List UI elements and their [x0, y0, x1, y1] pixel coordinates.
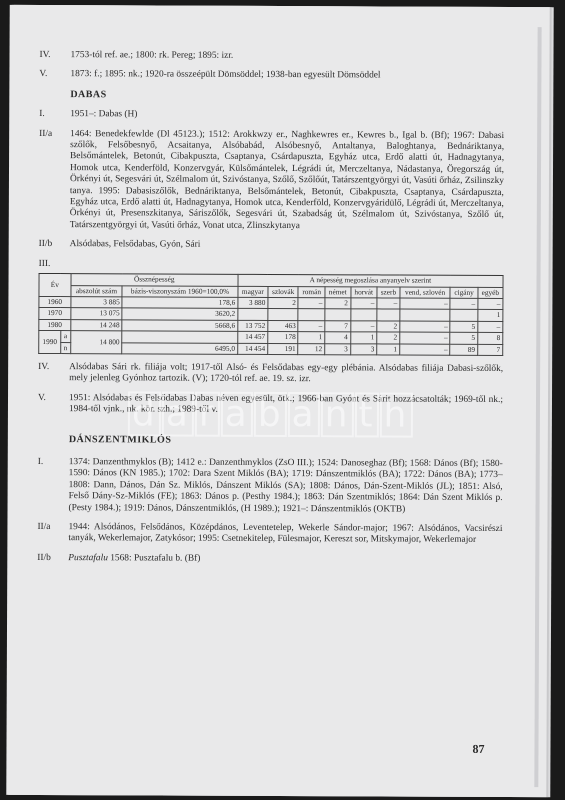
- table-cell: 14 457: [238, 331, 268, 343]
- table-label: III.: [38, 258, 51, 269]
- entry-dsz-iia: [37, 522, 502, 547]
- table-cell: 3620,2: [122, 308, 238, 320]
- table-cell: 5: [450, 332, 477, 344]
- entry-label: V.: [39, 69, 48, 80]
- table-cell: –: [450, 298, 477, 310]
- table-cell: 191: [268, 343, 299, 355]
- table-cell: –: [350, 321, 377, 333]
- section-title-danszentmiklos: DÁNSZENTMIKLÓS: [68, 433, 172, 446]
- entry-label: II/a: [37, 521, 51, 533]
- table-cell: 2: [268, 297, 299, 309]
- table-cell: 2: [377, 321, 400, 333]
- entry-text: 1873: f.; 1895: nk.; 1920-ra összeépült Dömsöddel; 1938-ban egyesült Dömsöddel: [70, 69, 381, 81]
- table-cell: 7: [325, 320, 351, 332]
- entry-dabas-i: [39, 109, 504, 122]
- entry-top-iv: [39, 50, 504, 63]
- header-lang: szlovák: [268, 286, 299, 298]
- table-cell: [377, 309, 400, 321]
- header-year: Év: [39, 274, 71, 297]
- watermark: d a r a b a n t h: [128, 393, 414, 435]
- table-cell: [400, 309, 451, 321]
- table-cell: 14 454: [238, 343, 268, 355]
- entry-text: 1753-tól ref. ae.; 1800: rk. Pereg; 1895: izr.: [70, 50, 234, 61]
- table-cell: –: [400, 332, 451, 344]
- table-cell: –: [400, 344, 451, 356]
- book-page: [6, 5, 549, 797]
- table-body: [39, 296, 503, 355]
- entry-label: IV.: [38, 361, 50, 372]
- table-cell: 5: [450, 321, 477, 333]
- table-cell: 178: [268, 332, 299, 344]
- table-cell: 463: [268, 320, 299, 332]
- table-cell: [350, 309, 377, 321]
- entry-body: 1568: Pusztafalu b. (Bf): [110, 553, 201, 564]
- entry-text: [68, 553, 502, 566]
- entry-dabas-iib: [39, 239, 504, 252]
- table-cell: 1: [298, 332, 325, 344]
- header-lang: német: [325, 286, 351, 298]
- table-cell: 13 752: [238, 320, 268, 332]
- entry-dsz-i: [38, 457, 503, 516]
- header-base-index: bázis-viszonyszám 1960=100,0%: [122, 285, 238, 297]
- header-lang: román: [298, 286, 325, 298]
- table-cell: –: [377, 298, 400, 310]
- entry-label: I.: [39, 109, 45, 120]
- table-cell: –: [298, 297, 325, 309]
- header-lang: vend, szlovén: [400, 287, 451, 299]
- table-cell: [122, 331, 238, 343]
- table-cell: 1960: [39, 296, 71, 308]
- header-lang: egyéb: [478, 287, 503, 299]
- table-cell: 1980: [39, 319, 71, 331]
- entry-text: Alsódabas, Felsődabas, Gyón, Sári: [69, 239, 201, 250]
- entry-text: 1951: Alsódabas és Felsődabas Dabas néven egyesült, ötk.; 1966-ban Gyónt és Sárit hozzácsatolták; 1969-től nk.; 1984-től vjnk., nk. kör. szh.; 1989-től v.: [68, 392, 504, 415]
- table-cell: a: [61, 331, 71, 342]
- table-cell: 3: [350, 343, 377, 355]
- page-number: 87: [472, 741, 485, 756]
- header-lang: cigány: [450, 287, 477, 299]
- table-cell: 1970: [39, 308, 71, 320]
- table-cell: 3: [325, 343, 351, 355]
- entry-text: 1944: Alsódános, Felsődános, Középdános, Leventetelep, Wekerle Sándor-major; 1967: Alsódános, Vacsirészi tanyák, Wekerlemajor, Zatykósor; 1995: Csetnekitelep, Fülesmajor, Kereszt sor, Mitskymajor, Wekerlemajor: [68, 522, 503, 546]
- section-title-dabas: DABAS: [70, 88, 107, 101]
- table-cell: –: [478, 321, 503, 333]
- entry-label: V.: [37, 392, 46, 403]
- header-lang: horvát: [350, 286, 377, 298]
- entry-dabas-iia: [39, 129, 504, 234]
- table-cell: [238, 309, 268, 321]
- entry-dsz-iib: [37, 553, 502, 566]
- header-total: Össznépesség: [71, 274, 238, 286]
- table-cell: 89: [450, 344, 477, 356]
- table-cell: 6495,0: [122, 342, 238, 354]
- table-cell: 8: [478, 332, 503, 344]
- table-cell: 14 248: [70, 319, 122, 331]
- table-cell: –: [298, 320, 325, 332]
- entry-text: 1464: Benedekfewlde (Dl 45123.); 1512: Arokkwzy er., Naghkewres er., Kewres b., Igal b. (Bf); 1967: Dabasi szőlők, Felsőbesnyő, Acsaitanya, Alsóbabád, Alsóbesnyő, Antaltanya, Baloghtanya, Bednáriktanya, Belsőmántelek, Betonút, Cibakpuszta, Csaptanya, Csárdapuszta, Egyház utca, Erdő alatti út, Hadnagytanya, Homok utca, Kenderföld, Konzervgyár, Külsőmántelek, Légrádi út, Merczeltanya, Nádastanya, Öregország út, Örkényi út, Segesvári út, Szélmalom út, Szivóstanya, Szőlő, Szőlőút, Tatárszentgyörgyi út, Vasúti őrház, Zsilinszky tanya. 1995: Dabasiszőlők, Bednáriktanya, Belsőmántelek, Betonút, Cibakpuszta, Csaptanya, Csárdapuszta, Egyház utca, Erdő alatti út, Hadnagytanya, Homok utca, Kenderföld, Konzervgyáridülő, Légrádi út, Merczeltanya, Örkényi út, Presenszkitanya, Sáriszőlők, Segesvári út, Szabadság út, Szélmalom út, Szivóstanya, Szőlő út, Tatárszentgyörgyi út, Vasúti őrház, Vonat utca, Zlinszkytanya: [69, 128, 505, 231]
- entry-dabas-iv: [38, 362, 503, 387]
- table-cell: 3 880: [238, 297, 268, 309]
- population-table: [38, 273, 503, 356]
- table-cell: 1990: [39, 331, 61, 354]
- entry-label: II/a: [39, 128, 53, 139]
- table-cell: [450, 310, 477, 322]
- table-row: [39, 331, 503, 344]
- entry-text: 1951–: Dabas (H): [70, 109, 138, 120]
- entry-top-v: [39, 69, 504, 82]
- entry-prefix: Pusztafalu: [68, 552, 108, 564]
- table-cell: 178,6: [122, 297, 238, 309]
- table-cell: 1: [478, 310, 503, 322]
- table-cell: 3 885: [71, 297, 123, 309]
- header-absolute: abszolút szám: [71, 285, 123, 297]
- table-cell: n: [61, 342, 71, 353]
- entry-dabas-v: [38, 393, 503, 418]
- table-cell: 2: [377, 332, 400, 344]
- table-cell: –: [350, 298, 377, 310]
- header-lang: magyar: [238, 286, 268, 298]
- header-lang: szerb: [377, 286, 400, 298]
- table-cell: 4: [325, 332, 351, 344]
- entry-label: I.: [37, 456, 44, 467]
- table-cell: 12: [298, 343, 325, 355]
- header-language: A népesség megoszlása anyanyelv szerint: [238, 274, 503, 287]
- table-cell: 7: [477, 344, 502, 356]
- entry-label: II/b: [37, 552, 51, 563]
- table-cell: –: [478, 298, 503, 310]
- entry-text: 1374: Danzenthmyklos (B); 1412 e.: Danzenthmyklos (ZsO III.); 1524: Danoseghaz (Bf); 1568: Dános (Bf); 1580-1590: Dános (KN 1985.); 1702: Dara Szent Miklós (BA); 1719: Dánszentmiklós (BA); 1722: Dános (BA); 1773–1808: Dann, Dános, Dán Sz. Miklós, Dánszent Miklós (SA); 1808: Dános, Dán-Szent-Miklós (JL); 1851: Alsó, Felső Dány-Sz-Miklós (FE); 1863: Dános p. (Pesthy 1984.); 1863: Dán Szentmiklós; 1864: Dán Szent Miklós p. (Pesty 1984.); 1919: Dános, Dánszentmiklós, (H 1989.); 1921–: Dánszentmiklós (OKTB): [68, 457, 503, 515]
- table-cell: –: [400, 298, 451, 310]
- table-cell: [298, 309, 325, 321]
- table-cell: 14 800: [70, 331, 122, 354]
- entry-text: Alsódabas Sári rk. filiája volt; 1917-től Alsó- és Felsődabas egy-egy plébánia. Alsódabas filiája Dabasi-szőlők, mely jelenleg Gyónhoz tartozik. (V); 1720-tól ref. ae. 19. sz. izr.: [69, 362, 504, 385]
- table-cell: –: [400, 321, 451, 333]
- table-cell: 5668,6: [122, 320, 238, 332]
- page-content: [37, 50, 504, 574]
- entry-label: II/b: [38, 239, 53, 250]
- entry-label: IV.: [39, 49, 51, 61]
- table-cell: [268, 309, 299, 321]
- table-cell: 1: [377, 343, 400, 355]
- table-cell: 13 075: [70, 308, 122, 320]
- table-cell: 1: [350, 332, 377, 344]
- table-cell: 2: [325, 298, 351, 310]
- page-edge: [534, 27, 541, 787]
- table-cell: [325, 309, 351, 321]
